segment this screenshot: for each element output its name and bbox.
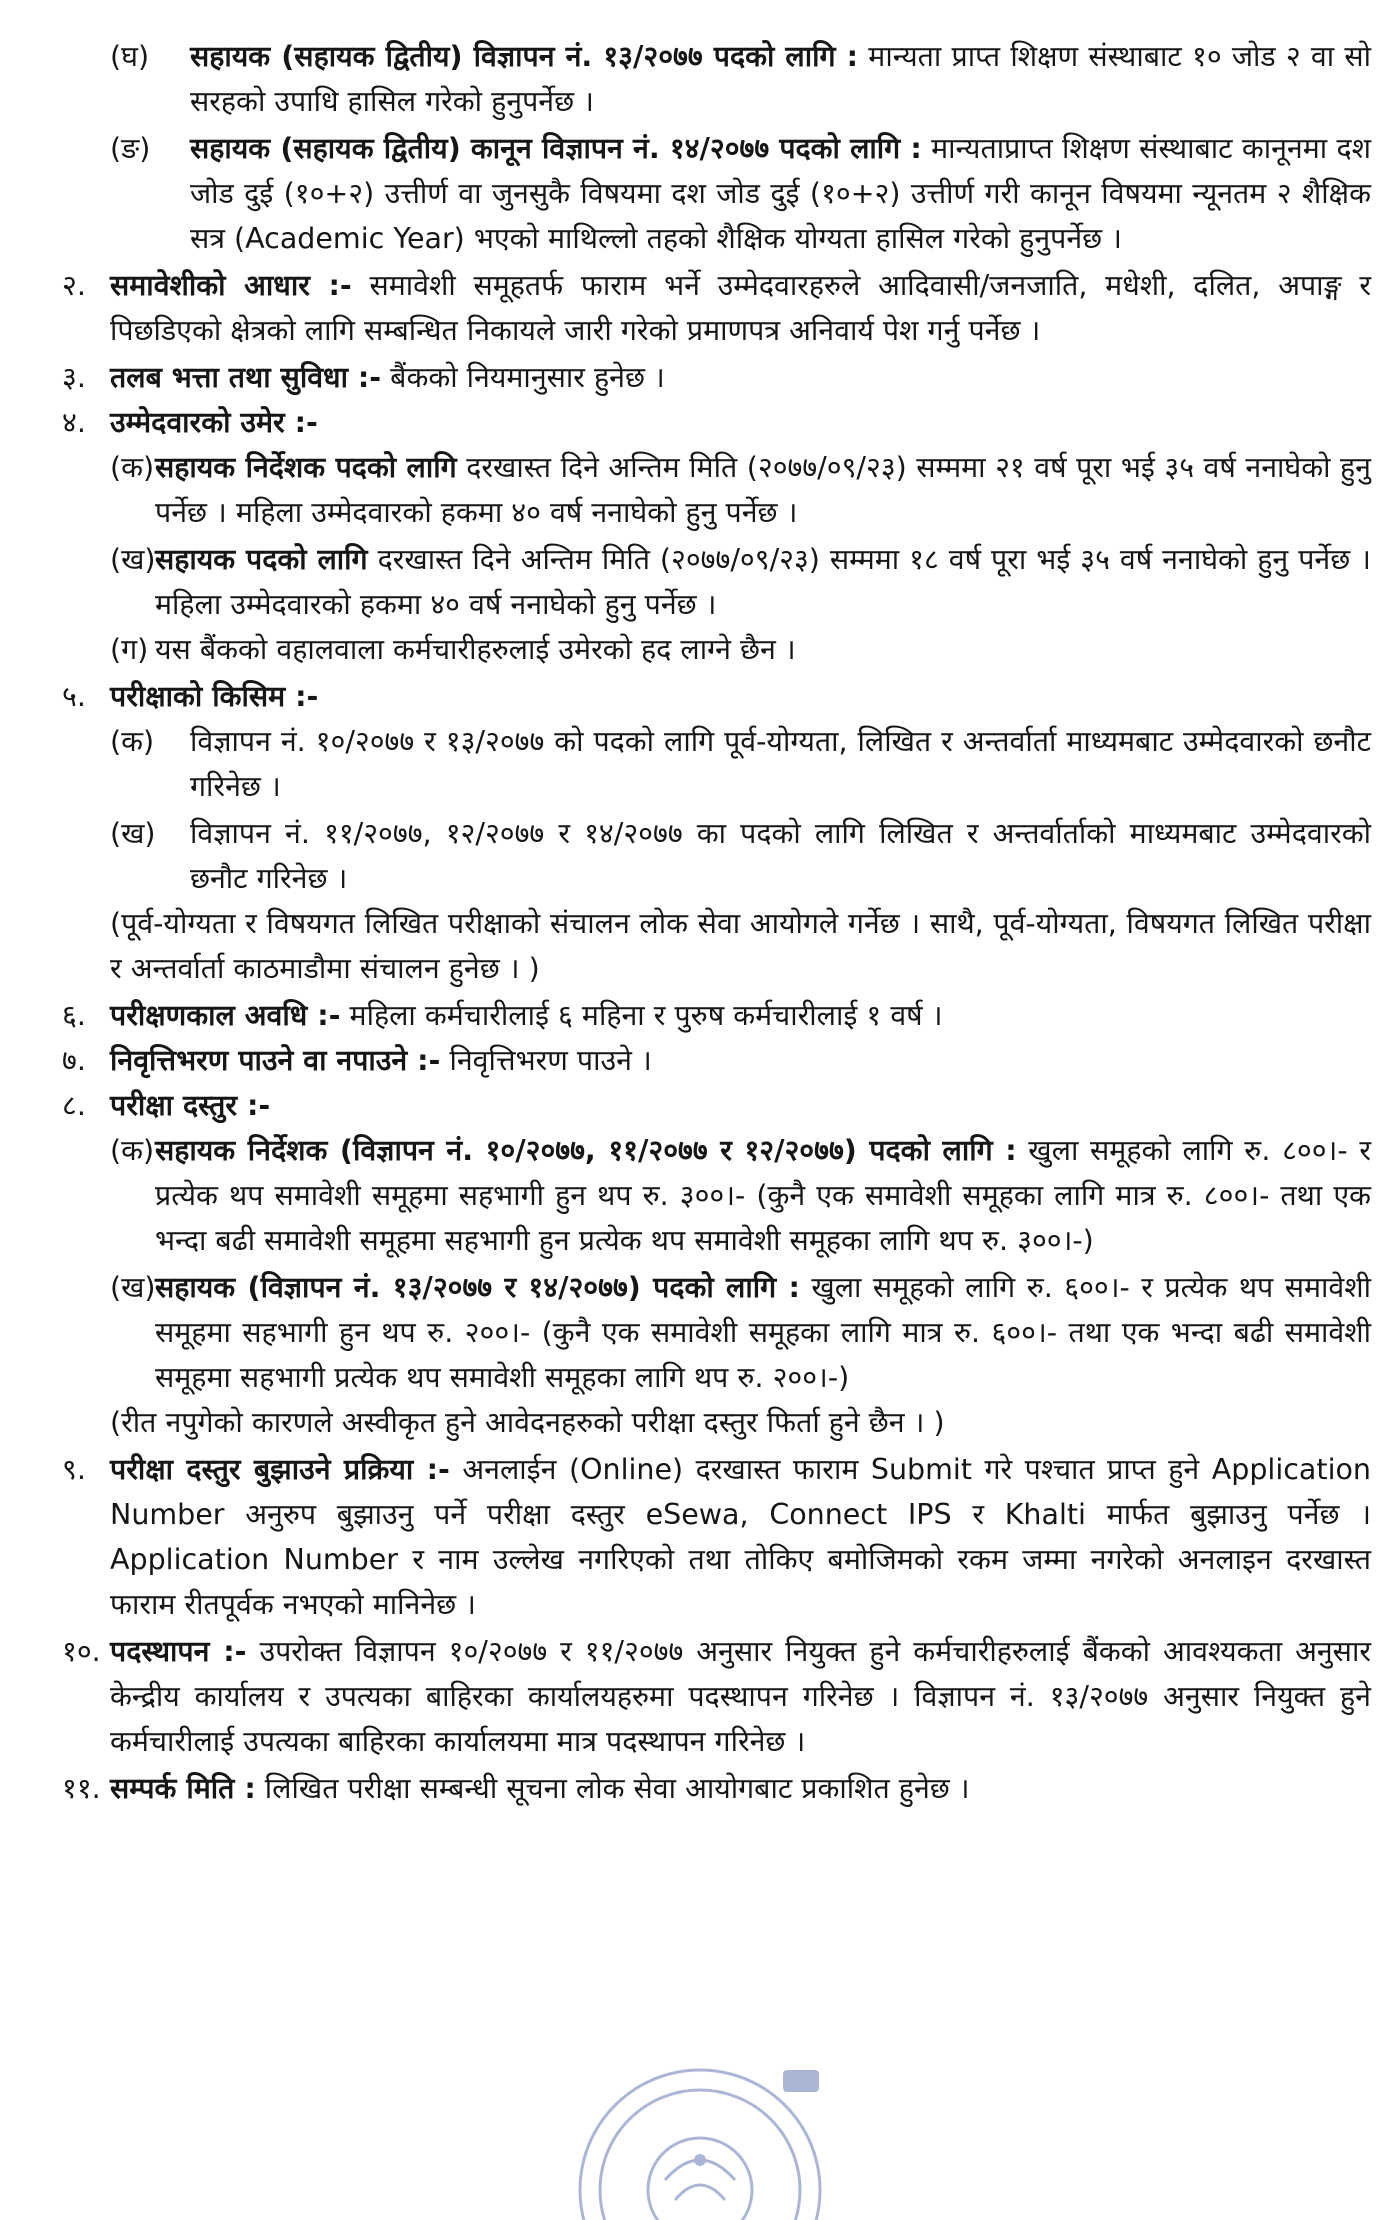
section-number: ४. <box>62 406 86 439</box>
sub-heading: सहायक निर्देशक (विज्ञापन नं. १०/२०७७, ११/२०७७ र १२/२०७७) पदको लागि : <box>155 1134 1017 1167</box>
section-2-inclusion <box>62 263 1371 353</box>
section-text: निवृत्तिभरण पाउने । <box>440 1044 652 1077</box>
section-1-gha <box>110 34 1372 124</box>
section-number: ७. <box>62 1044 86 1077</box>
sub-text: खुला समूहको लागि रु. ६००।- र प्रत्येक थप समावेशी समूहमा सहभागी हुन थप रु. २००।- (कुनै एक समावेशी समूहका लागि मात्र रु. ६००।- तथा एक भन्दा बढी समावेशी समूहमा सहभागी प्रत्येक थप समावेशी समूहका लागि थप रु. २००।-) <box>155 1271 1371 1394</box>
section-heading: परीक्षाको किसिम :- <box>110 680 319 713</box>
section-3-salary <box>62 355 1371 400</box>
section-number: ३. <box>62 361 86 394</box>
sub-text: दरखास्त दिने अन्तिम मिति (२०७७/०९/२३) सम्ममा २१ वर्ष पूरा भई ३५ वर्ष ननाघेको हुनु पर्नेछ । महिला उम्मेदवारको हकमा ४० वर्ष ननाघेको हुनु पर्नेछ । <box>155 451 1372 529</box>
sub-heading: सहायक (विज्ञापन नं. १३/२०७७ र १४/२०७७) पदको लागि : <box>155 1271 800 1304</box>
section-5-exam-type <box>62 674 1371 719</box>
section-number: ११. <box>62 1772 101 1805</box>
section-1-nga <box>110 126 1371 261</box>
sub-heading: सहायक (सहायक द्वितीय) कानून विज्ञापन नं. १४/२०७७ पदको लागि : <box>190 132 922 165</box>
section-heading: तलब भत्ता तथा सुविधा :- <box>110 361 382 394</box>
section-8-kha <box>110 1265 1371 1400</box>
section-8-exam-fee <box>62 1083 1371 1128</box>
sub-text: विज्ञापन नं. ११/२०७७, १२/२०७७ र १४/२०७७ का पदको लागि लिखित र अन्तर्वार्ताको माध्यमबाट उम्मेदवारको छनौट गरिनेछ । <box>190 817 1371 895</box>
sub-label: (ख) <box>110 543 156 576</box>
section-4-age <box>62 400 1371 445</box>
sub-text: खुला समूहको लागि रु. ८००।- र प्रत्येक थप समावेशी समूहमा सहभागी हुन थप रु. ३००।- (कुनै एक समावेशी समूहका लागि मात्र रु. ८००।- तथा एक भन्दा बढी समावेशी समूहमा सहभागी हुन प्रत्येक थप समावेशी समूहका लागि थप रु. ३००।-) <box>155 1134 1371 1257</box>
section-4-ka <box>110 445 1372 535</box>
section-heading: निवृत्तिभरण पाउने वा नपाउने :- <box>110 1044 441 1077</box>
section-5-kha <box>110 811 1371 901</box>
section-11-contact-date <box>62 1766 1371 1811</box>
official-seal-icon <box>555 2030 845 2220</box>
sub-label: (क) <box>110 725 155 758</box>
section-5-note: (पूर्व-योग्यता र विषयगत लिखित परीक्षाको संचालन लोक सेवा आयोगले गर्नेछ । साथै, पूर्व-योग्यता, विषयगत लिखित परीक्षा र अन्तर्वार्ता काठमाडौमा संचालन हुनेछ । ) <box>110 907 1371 985</box>
sub-label: (ख) <box>110 817 156 850</box>
sub-label: (ङ) <box>110 132 151 165</box>
section-6-probation <box>62 993 1371 1038</box>
section-8-ka <box>110 1128 1371 1263</box>
sub-text: मान्यताप्राप्त शिक्षण संस्थाबाट कानूनमा दश जोड दुई (१०+२) उत्तीर्ण वा जुनसुकै विषयमा दश जोड दुई (१०+२) उत्तीर्ण गरी कानून विषयमा न्यूनतम २ शैक्षिक सत्र (Academic Year) भएको माथिल्लो तहको शैक्षिक योग्यता हासिल गरेको हुनुपर्नेछ । <box>190 132 1371 255</box>
section-text: बैंकको नियमानुसार हुनेछ । <box>381 361 665 394</box>
sub-text: यस बैंकको वहालवाला कर्मचारीहरुलाई उमेरको हद लाग्ने छैन । <box>155 633 796 666</box>
sub-label: (क) <box>110 1134 155 1167</box>
section-10-posting <box>62 1629 1371 1764</box>
section-heading: सम्पर्क मिति : <box>110 1772 256 1805</box>
section-heading: परीक्षणकाल अवधि :- <box>110 999 341 1032</box>
section-number: २. <box>62 269 86 302</box>
section-8-note: (रीत नपुगेको कारणले अस्वीकृत हुने आवेदनहरुको परीक्षा दस्तुर फिर्ता हुने छैन । ) <box>110 1406 945 1439</box>
section-number: ५. <box>62 680 86 713</box>
section-text: समावेशी समूहतर्फ फाराम भर्ने उम्मेदवारहरुले आदिवासी/जनजाति, मधेशी, दलित, अपाङ्ग र पिछडिएको क्षेत्रको लागि सम्बन्धित निकायले जारी गरेको प्रमाणपत्र अनिवार्य पेश गर्नु पर्नेछ । <box>110 269 1371 347</box>
section-9-fee-process <box>62 1447 1371 1627</box>
section-text: उपरोक्त विज्ञापन १०/२०७७ र ११/२०७७ अनुसार नियुक्त हुने कर्मचारीहरुलाई बैंकको आवश्यकता अनुसार केन्द्रीय कार्यालय र उपत्यका बाहिरका कार्यालयहरुमा पदस्थापन गरिनेछ । विज्ञापन नं. १३/२०७७ अनुसार नियुक्त हुने कर्मचारीलाई उपत्यका बाहिरका कार्यालयमा मात्र पदस्थापन गरिनेछ । <box>110 1635 1371 1758</box>
section-4-ga <box>110 627 1371 672</box>
section-heading: समावेशीको आधार :- <box>110 269 352 302</box>
section-7-pension <box>62 1038 1371 1083</box>
section-heading: परीक्षा दस्तुर :- <box>110 1089 271 1122</box>
sub-label: (क) <box>110 451 155 484</box>
sub-label: (ग) <box>110 633 149 666</box>
section-number: १०. <box>62 1635 101 1668</box>
section-number: ९. <box>62 1453 86 1486</box>
section-heading: परीक्षा दस्तुर बुझाउने प्रक्रिया :- <box>110 1453 450 1486</box>
sub-heading: सहायक निर्देशक पदको लागि <box>155 451 457 484</box>
sub-text: मान्यता प्राप्त शिक्षण संस्थाबाट १० जोड २ वा सो सरहको उपाधि हासिल गरेको हुनुपर्नेछ । <box>190 40 1372 118</box>
sub-label: (ख) <box>110 1271 156 1304</box>
section-number: ६. <box>62 999 86 1032</box>
section-text: अनलाईन (Online) दरखास्त फाराम Submit गरे पश्चात प्राप्त हुने Application Number अनुरुप बुझाउनु पर्ने परीक्षा दस्तुर eSewa, Connect IPS र Khalti मार्फत बुझाउनु पर्नेछ । Application Number र नाम उल्लेख नगरिएको तथा तोकिए बमोजिमको रकम जम्मा नगरेको अनलाइन दरखास्त फाराम रीतपूर्वक नभएको मानिनेछ । <box>110 1453 1371 1621</box>
sub-heading: सहायक (सहायक द्वितीय) विज्ञापन नं. १३/२०७७ पदको लागि : <box>190 40 859 73</box>
section-5-ka <box>110 719 1371 809</box>
sub-heading: सहायक पदको लागि <box>155 543 368 576</box>
section-text: लिखित परीक्षा सम्बन्धी सूचना लोक सेवा आयोगबाट प्रकाशित हुनेछ । <box>255 1772 970 1805</box>
section-text: महिला कर्मचारीलाई ६ महिना र पुरुष कर्मचारीलाई १ वर्ष । <box>340 999 943 1032</box>
sub-label: (घ) <box>110 40 150 73</box>
section-number: ८. <box>62 1089 86 1122</box>
sub-text: विज्ञापन नं. १०/२०७७ र १३/२०७७ को पदको लागि पूर्व-योग्यता, लिखित र अन्तर्वार्ता माध्यमबाट उम्मेदवारको छनौट गरिनेछ । <box>190 725 1371 803</box>
section-heading: पदस्थापन :- <box>110 1635 247 1668</box>
section-4-kha <box>110 537 1371 627</box>
sub-text: दरखास्त दिने अन्तिम मिति (२०७७/०९/२३) सम्ममा १८ वर्ष पूरा भई ३५ वर्ष ननाघेको हुनु पर्नेछ । महिला उम्मेदवारको हकमा ४० वर्ष ननाघेको हुनु पर्नेछ । <box>155 543 1371 621</box>
section-heading: उम्मेदवारको उमेर :- <box>110 406 318 439</box>
